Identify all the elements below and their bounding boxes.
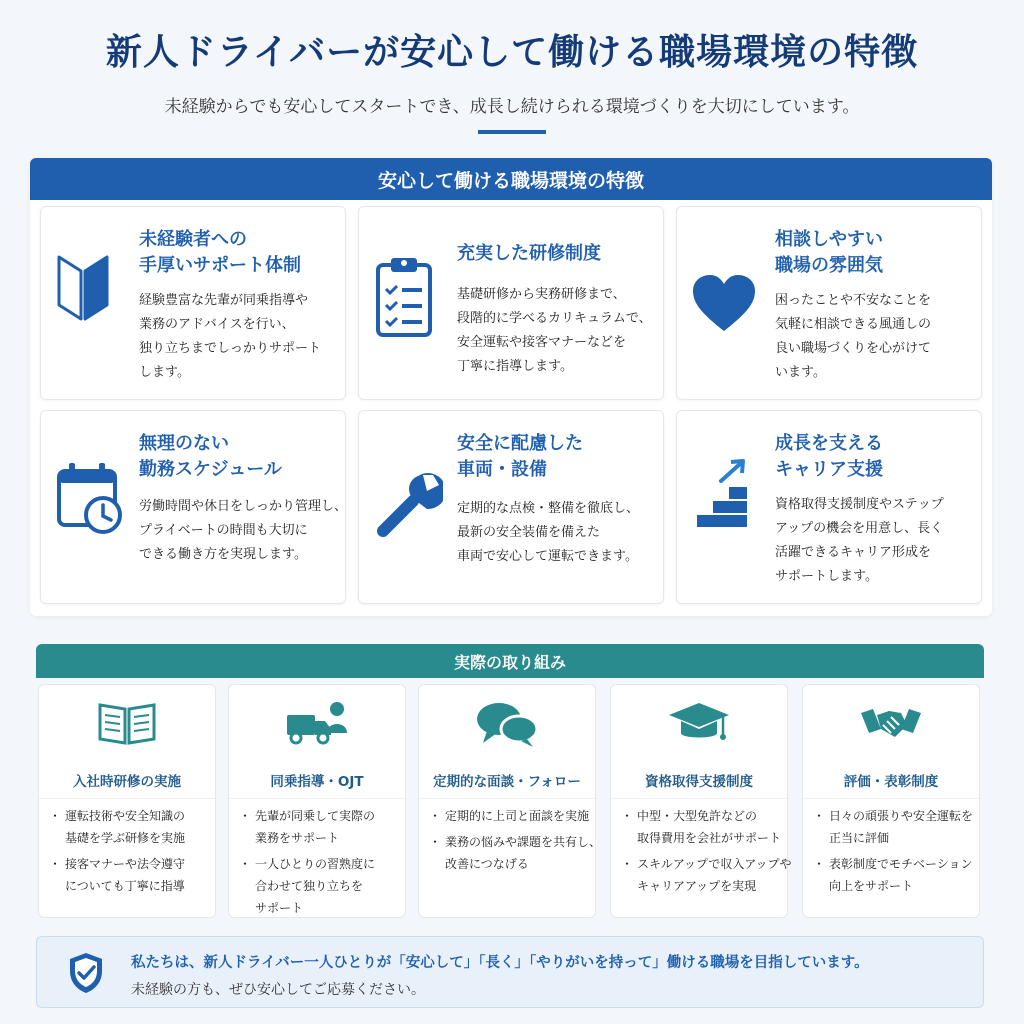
open-book-icon [39, 699, 215, 753]
title-divider [478, 130, 546, 134]
list-item: ・ 先輩が同乗して実際の 業務をサポート [241, 805, 399, 849]
feature-card-training [358, 206, 664, 400]
effort-bullets [623, 805, 792, 901]
handshake-icon [803, 699, 979, 753]
effort-bullets [431, 805, 602, 879]
list-item: ・ 一人ひとりの習熟度に 合わせて独り立ちを サポート [241, 853, 399, 919]
wrench-icon [373, 467, 443, 541]
feature-title: 無理のない 勤務スケジュール [139, 433, 282, 480]
feature-description: 経験豊富な先輩が同乗指導や 業務のアドバイスを行い、 独り立ちまでしっかりサポート します。 [139, 293, 322, 380]
effort-title: 評価・表彰制度 [803, 765, 979, 799]
feature-title: 充実した研修制度 [457, 243, 601, 264]
effort-card-orientation [38, 684, 216, 918]
feature-description: 基礎研修から実務研修まで、 段階的に学べるカリキュラムで、 安全運転や接客マナーなどを 丁寧に指導します。 [457, 287, 652, 374]
effort-title: 定期的な面談・フォロー [419, 765, 595, 799]
feature-card-atmosphere [676, 206, 982, 400]
effort-title: 資格取得支援制度 [611, 765, 787, 799]
closing-message-line2: 未経験の方も、ぜひ安心してご応募ください。 [131, 982, 425, 998]
list-item: ・ 定期的に上司と面談を実施 [431, 805, 589, 827]
feature-card-vehicles [358, 410, 664, 604]
feature-card-career [676, 410, 982, 604]
list-item: ・ 表彰制度でモチベーション 向上をサポート [815, 853, 973, 897]
beginner-mark-icon [55, 253, 111, 327]
list-item: ・ 接客マナーや法令遵守 についても丁寧に指導 [51, 853, 209, 897]
list-item: ・ 業務の悩みや課題を共有し、 改善につなげる [431, 831, 589, 875]
list-item: ・ 運転技術や安全知識の 基礎を学ぶ研修を実施 [51, 805, 209, 849]
effort-bullets [815, 805, 973, 901]
page-title: 新人ドライバーが安心して働ける職場環境の特徴 [105, 32, 919, 73]
feature-description: 困ったことや不安なことを 気軽に相談できる風通しの 良い職場づくりを心がけて います。 [775, 293, 932, 380]
truck-person-icon [229, 699, 405, 753]
speech-bubbles-icon [419, 699, 595, 753]
feature-title: 成長を支える キャリア支援 [775, 433, 883, 480]
feature-card-support [40, 206, 346, 400]
effort-title: 同乗指導・OJT [229, 765, 405, 799]
feature-description: 労働時間や休日をしっかり管理し、 プライベートの時間も大切に できる働き方を実現します。 [139, 499, 348, 562]
feature-title: 安全に配慮した 車両・設備 [457, 433, 583, 480]
list-item: ・ 中型・大型免許などの 取得費用を会社がサポート [623, 805, 781, 849]
feature-title: 未経験者への 手厚いサポート体制 [139, 229, 301, 276]
feature-card-schedule [40, 410, 346, 604]
efforts-section-title: 実際の取り組み [36, 644, 984, 678]
effort-card-ojt [228, 684, 406, 918]
features-section-title: 安心して働ける職場環境の特徴 [30, 158, 992, 200]
page-subtitle: 未経験からでも安心してスタートでき、成長し続けられる環境づくりを大切にしています。 [164, 97, 860, 117]
calendar-clock-icon [55, 461, 125, 539]
graduation-cap-icon [611, 699, 787, 753]
effort-card-interview [418, 684, 602, 918]
effort-bullets [51, 805, 209, 901]
heart-icon [691, 273, 757, 337]
list-item: ・ 日々の頑張りや安全運転を 正当に評価 [815, 805, 973, 849]
closing-message-line1: 私たちは、新人ドライバー一人ひとりが「安心して」「長く」「やりがいを持って」働ける職場を目指しています。 [131, 955, 869, 971]
growth-stairs-icon [691, 459, 753, 535]
feature-description: 定期的な点検・整備を徹底し、 最新の安全装備を備えた 車両で安心して運転できます。 [457, 501, 640, 564]
closing-message [36, 936, 984, 1008]
feature-title: 相談しやすい 職場の雰囲気 [775, 229, 883, 276]
feature-description: 資格取得支援制度やステップ アップの機会を用意し、長く 活躍できるキャリア形成を サポートします。 [775, 497, 944, 584]
effort-bullets [241, 805, 399, 923]
shield-check-icon [67, 951, 105, 999]
effort-title: 入社時研修の実施 [39, 765, 215, 799]
clipboard-checklist-icon [373, 255, 435, 343]
effort-card-license [610, 684, 792, 918]
effort-card-evaluation [802, 684, 980, 918]
list-item: ・ スキルアップで収入アップや キャリアアップを実現 [623, 853, 781, 897]
